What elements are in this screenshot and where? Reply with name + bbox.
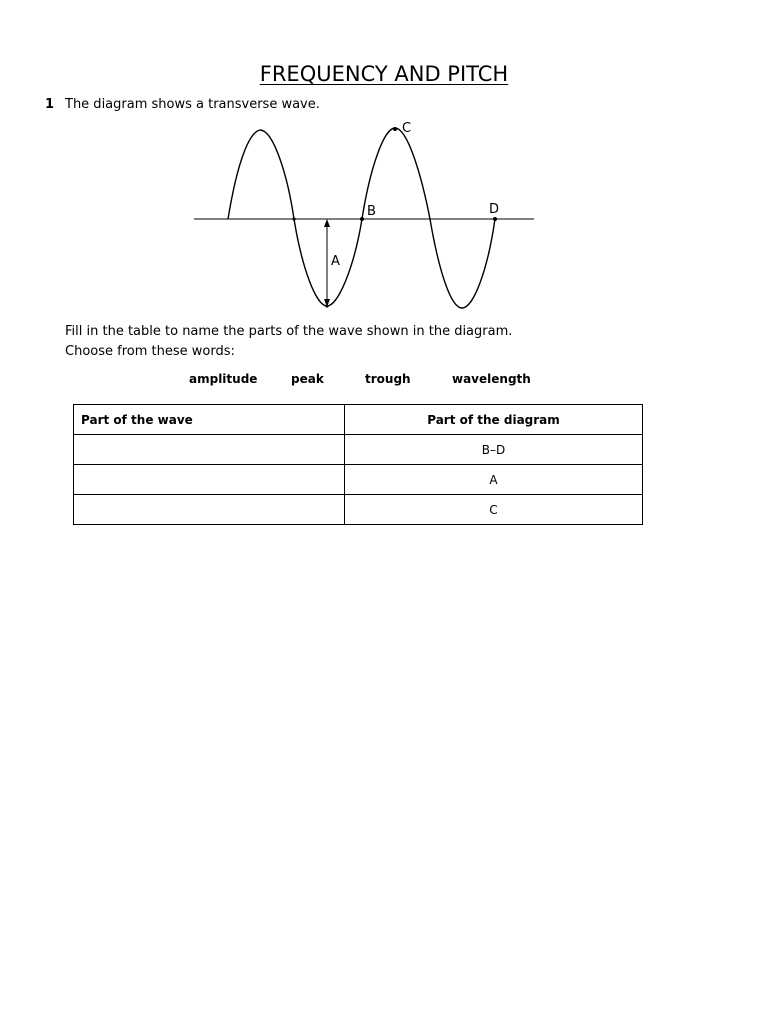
answer-cell[interactable] [74,465,345,495]
table-header-row [74,405,643,435]
answer-table [73,404,643,525]
transverse-wave-diagram [192,118,536,313]
label-d: D [489,202,500,217]
word-peak: peak [291,372,324,386]
instruction-choose-words: Choose from these words: [65,344,235,359]
trough-marker [325,304,328,307]
word-wavelength: wavelength [452,372,531,386]
label-b: B [367,204,376,219]
label-a: A [331,254,340,269]
table-row [74,465,643,495]
diagram-ref-cell: C [345,495,643,525]
answer-cell[interactable] [74,495,345,525]
zero-crossing-marker [292,217,295,220]
header-part-of-wave: Part of the wave [74,405,345,435]
page-title: FREQUENCY AND PITCH [259,62,509,86]
point-d-marker [493,217,497,221]
header-part-of-diagram: Part of the diagram [345,405,643,435]
table-row [74,495,643,525]
question-text: The diagram shows a transverse wave. [65,97,320,112]
word-bank [0,372,768,390]
amplitude-arrow-head-up [324,219,330,227]
label-c: C [402,121,412,136]
word-amplitude: amplitude [189,372,258,386]
diagram-ref-cell: A [345,465,643,495]
point-c-marker [393,127,397,131]
diagram-ref-cell: B–D [345,435,643,465]
instruction-fill-table: Fill in the table to name the parts of the wave shown in the diagram. [65,324,513,339]
question-number: 1 [45,97,55,112]
answer-cell[interactable] [74,435,345,465]
table-row [74,435,643,465]
point-b-marker [360,217,364,221]
word-trough: trough [365,372,411,386]
